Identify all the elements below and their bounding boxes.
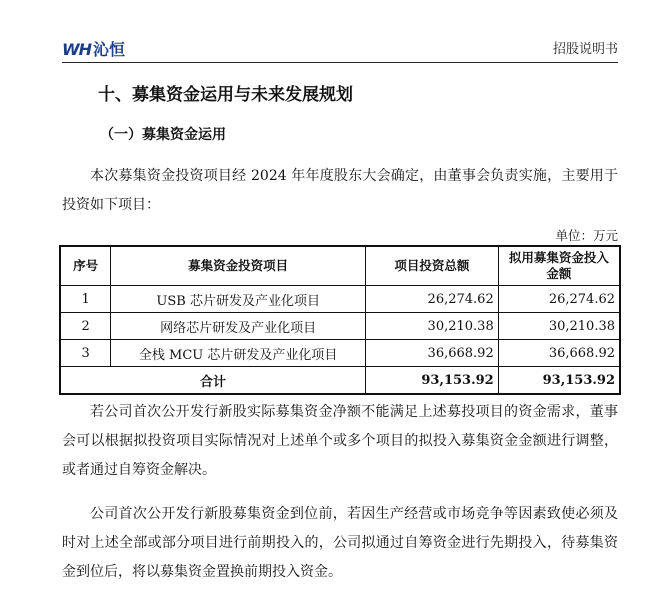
header-total-investment: 项目投资总额 — [366, 246, 499, 286]
page-header — [62, 40, 618, 60]
section-title: 十、募集资金运用与未来发展规划 — [98, 85, 353, 105]
logo-mark: WH — [62, 40, 92, 59]
row-project: 网络芯片研发及产业化项目 — [111, 313, 366, 340]
row-total: 30,210.38 — [366, 313, 499, 340]
table-total-row — [60, 367, 620, 395]
row-raised: 36,668.92 — [498, 340, 620, 367]
header-raised-funds: 拟用募集资金投入金额 — [498, 246, 620, 286]
row-no: 3 — [60, 340, 111, 367]
table-unit-label: 单位：万元 — [555, 228, 618, 243]
company-logo — [62, 40, 125, 60]
row-project: 全栈 MCU 芯片研发及产业化项目 — [111, 340, 366, 367]
header-no: 序号 — [60, 246, 111, 286]
total-investment: 93,153.92 — [366, 367, 499, 395]
table-row — [60, 286, 620, 313]
row-raised: 26,274.62 — [498, 286, 620, 313]
row-no: 2 — [60, 313, 111, 340]
document-type: 招股说明书 — [552, 42, 618, 57]
fund-usage-table — [59, 245, 621, 395]
total-raised: 93,153.92 — [498, 367, 620, 395]
table-header-row — [60, 246, 620, 286]
shortfall-paragraph: 若公司首次公开发行新股实际募集资金净额不能满足上述募投项目的资金需求，董事会可以根据拟投资项目实际情况对上述单个或多个项目的拟投入募集资金金额进行调整，或者通过自筹资金解决。 — [62, 404, 618, 478]
intro-paragraph: 本次募集资金投资项目经 2024 年年度股东大会确定，由董事会负责实施，主要用于投资如下项目： — [62, 168, 618, 213]
total-label: 合计 — [60, 367, 366, 395]
preinvestment-paragraph: 公司首次公开发行新股募集资金到位前，若因生产经营或市场竞争等因素致使必须及时对上述全部或部分项目进行前期投入的，公司拟通过自筹资金进行先期投入，待募集资金到位后，将以募集资金置换前期投入资金。 — [62, 506, 618, 580]
header-divider — [62, 62, 618, 63]
logo-name: 沁恒 — [93, 40, 126, 59]
subsection-title: （一）募集资金运用 — [100, 127, 226, 143]
header-project: 募集资金投资项目 — [111, 246, 366, 286]
row-raised: 30,210.38 — [498, 313, 620, 340]
row-no: 1 — [60, 286, 111, 313]
row-project: USB 芯片研发及产业化项目 — [111, 286, 366, 313]
row-total: 26,274.62 — [366, 286, 499, 313]
table-row — [60, 340, 620, 367]
table-row — [60, 313, 620, 340]
row-total: 36,668.92 — [366, 340, 499, 367]
